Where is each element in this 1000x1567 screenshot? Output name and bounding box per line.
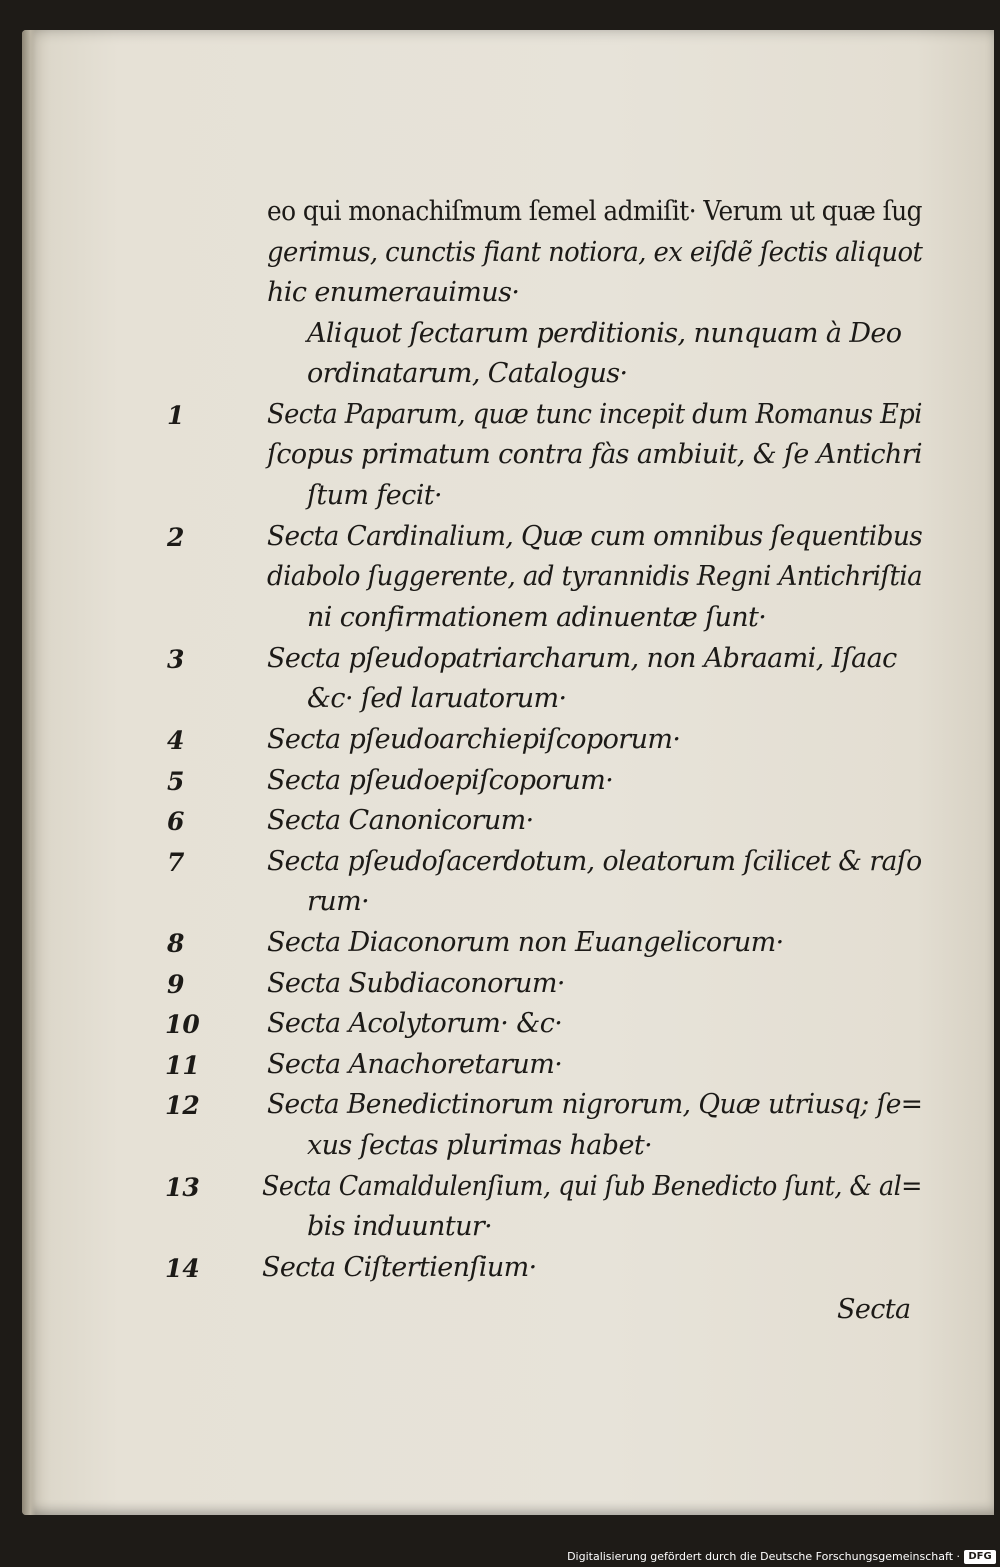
- catchword: Secta: [837, 1294, 911, 1325]
- entry-line: Secta Subdiaconorum·: [267, 968, 565, 999]
- entry-number: 7: [167, 848, 185, 877]
- entry-line: Secta pſeudoſacerdotum, oleatorum ſcilicet & raſo: [267, 846, 922, 877]
- entry-line: Secta Paparum, quæ tunc incepit dum Romanus Epi: [267, 399, 922, 430]
- entry-line: ſtum fecit·: [307, 480, 442, 511]
- entry-line: rum·: [307, 886, 370, 917]
- entry-line: Secta pſeudoepiſcoporum·: [267, 765, 614, 796]
- entry-number: 11: [165, 1051, 200, 1080]
- entry-number: 10: [165, 1010, 200, 1039]
- catalog-heading-line: Aliquot ſectarum perditionis, nunquam à Deo: [307, 318, 902, 349]
- entry-number: 3: [167, 645, 185, 674]
- entry-line: Secta Cardinalium, Quæ cum omnibus ſequentibus: [267, 521, 923, 552]
- text-line: gerimus, cunctis fiant notiora, ex eiſdẽ ſectis aliquot: [267, 237, 923, 268]
- entry-line: ſcopus primatum contra fàs ambiuit, & ſe Antichri: [267, 439, 923, 470]
- entry-line: Secta Acolytorum· &c·: [267, 1008, 563, 1039]
- entry-number: 14: [165, 1254, 200, 1283]
- entry-number: 2: [167, 523, 185, 552]
- entry-line: ni confirmationem adinuentæ ſunt·: [307, 602, 767, 633]
- entry-number: 4: [167, 726, 185, 755]
- entry-number: 8: [167, 929, 185, 958]
- entry-number: 12: [165, 1091, 200, 1120]
- entry-number: 1: [167, 401, 185, 430]
- entry-line: Secta pſeudopatriarcharum, non Abraami, Iſaac: [267, 643, 897, 674]
- page-spine-shadow: [22, 30, 36, 1515]
- catalog-heading-line: ordinatarum, Catalogus·: [307, 358, 628, 389]
- digitization-credit: Digitalisierung gefördert durch die Deutsche Forschungsgemeinschaft ·: [567, 1550, 960, 1563]
- entry-line: diabolo ſuggerente, ad tyrannidis Regni Antichriſtia: [267, 561, 923, 592]
- entry-number: 13: [165, 1173, 200, 1202]
- entry-line: Secta Canonicorum·: [267, 805, 534, 836]
- text-line: eo qui monachiſmum ſemel admiſit· Verum ut quæ ſug: [267, 196, 923, 227]
- entry-line: Secta Camaldulenſium, qui ſub Benedicto ſunt, & al=: [262, 1171, 922, 1202]
- entry-line: xus ſectas plurimas habet·: [307, 1130, 653, 1161]
- entry-line: Secta Ciſtertienſium·: [262, 1252, 537, 1283]
- entry-line: Secta Anachoretarum·: [267, 1049, 563, 1080]
- footer-bar: [0, 1515, 1000, 1567]
- entry-number: 9: [167, 970, 185, 999]
- entry-number: 5: [167, 767, 185, 796]
- entry-line: Secta pſeudoarchiepiſcoporum·: [267, 724, 681, 755]
- entry-line: Secta Diaconorum non Euangelicorum·: [267, 927, 784, 958]
- book-page: [22, 30, 994, 1515]
- text-line: hic enumerauimus·: [267, 277, 520, 308]
- entry-number: 6: [167, 807, 185, 836]
- entry-line: &c· ſed laruatorum·: [307, 683, 567, 714]
- entry-line: Secta Benedictinorum nigrorum, Quæ utriusq; ſe=: [267, 1089, 923, 1120]
- entry-line: bis induuntur·: [307, 1211, 493, 1242]
- dfg-logo: DFG: [964, 1550, 996, 1564]
